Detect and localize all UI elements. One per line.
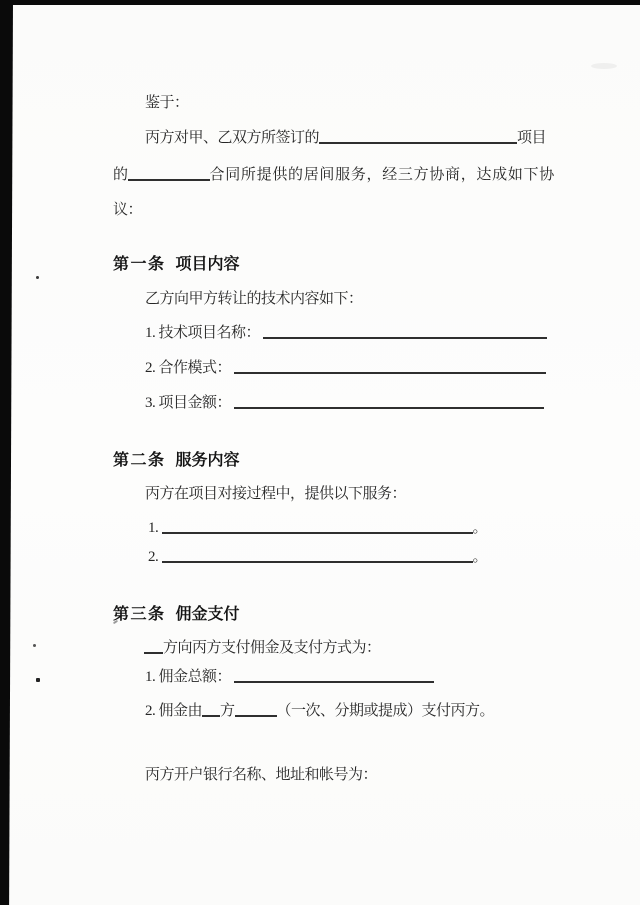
- preamble-whereas-text: 鉴于：: [145, 95, 189, 111]
- article1-item2-label: 2. 合作模式：: [145, 360, 232, 376]
- blank-commission-total: [234, 668, 434, 683]
- article3-item2-middle: 方: [220, 703, 235, 719]
- article1-heading: [113, 255, 240, 275]
- blank-project-amount: [234, 394, 544, 409]
- ink-speck: [36, 276, 39, 279]
- bank-account-line: [145, 765, 377, 785]
- preamble-line-3: [113, 200, 142, 220]
- preamble-line3-text: 议：: [113, 202, 143, 218]
- article2-item2-num: 2.: [148, 549, 159, 565]
- article2-title: 服务内容: [175, 452, 240, 469]
- blank-payment-method: [235, 702, 277, 717]
- article3-intro: [144, 638, 381, 658]
- article1-item-1: [145, 323, 547, 343]
- article3-item-1: [145, 667, 434, 687]
- article3-item2-prefix: 2. 佣金由: [145, 703, 203, 719]
- ink-speck: [33, 644, 36, 647]
- article1-item1-label: 1. 技术项目名称：: [145, 325, 261, 341]
- article1-intro: [145, 289, 363, 309]
- article3-number: 第三条: [113, 606, 166, 623]
- article1-title: 项目内容: [175, 256, 240, 273]
- article3-title: 佣金支付: [175, 606, 240, 623]
- article1-item-2: [145, 358, 546, 378]
- article1-intro-text: 乙方向甲方转让的技术内容如下：: [145, 291, 363, 307]
- blank-service-2: [162, 548, 473, 563]
- blank-contract: [128, 166, 210, 181]
- blank-service-1: [162, 519, 473, 534]
- preamble-line2-text: 合同所提供的居间服务，经三方协商，达成如下协: [209, 167, 555, 183]
- blank-project: [319, 129, 517, 144]
- bank-account-text: 丙方开户银行名称、地址和帐号为：: [145, 767, 378, 783]
- preamble-line-1: [145, 128, 546, 148]
- preamble-line-2: [113, 165, 555, 185]
- preamble-line1-text: 丙方对甲、乙双方所签订的: [145, 130, 320, 146]
- article2-intro-text: 丙方在项目对接过程中，提供以下服务：: [145, 486, 407, 502]
- scan-smudge: [591, 63, 617, 69]
- blank-commission-payer: [202, 702, 220, 717]
- scan-edge-left: [0, 0, 13, 905]
- article2-intro: [145, 484, 406, 504]
- article2-item1-period: 。: [472, 520, 488, 536]
- article1-number: 第一条: [113, 256, 166, 273]
- article2-item2-period: 。: [472, 549, 488, 565]
- article3-item2-suffix: （一次、分期或提成）支付丙方。: [276, 703, 495, 719]
- blank-tech-project-name: [263, 324, 547, 339]
- article3-intro-text: 方向丙方支付佣金及支付方式为：: [163, 640, 381, 656]
- article2-heading: [113, 451, 240, 471]
- article1-item-3: [145, 393, 544, 413]
- preamble-line2-prefix: 的: [113, 167, 128, 183]
- article3-item-2: [145, 701, 494, 721]
- article3-item1-label: 1. 佣金总额：: [145, 669, 232, 685]
- blank-cooperation-mode: [234, 359, 546, 374]
- blank-payer-party: [144, 639, 163, 654]
- article2-item1-num: 1.: [148, 520, 159, 536]
- preamble-line1-suffix: 项目: [517, 130, 547, 146]
- article2-item-2: [148, 547, 487, 567]
- article2-item-1: [148, 518, 487, 538]
- article2-number: 第二条: [113, 452, 166, 469]
- article3-heading: [113, 605, 240, 625]
- ink-speck: [36, 678, 40, 682]
- article1-item3-label: 3. 项目金额：: [145, 395, 232, 411]
- preamble-whereas: [145, 93, 189, 113]
- scan-edge-top: [0, 0, 640, 5]
